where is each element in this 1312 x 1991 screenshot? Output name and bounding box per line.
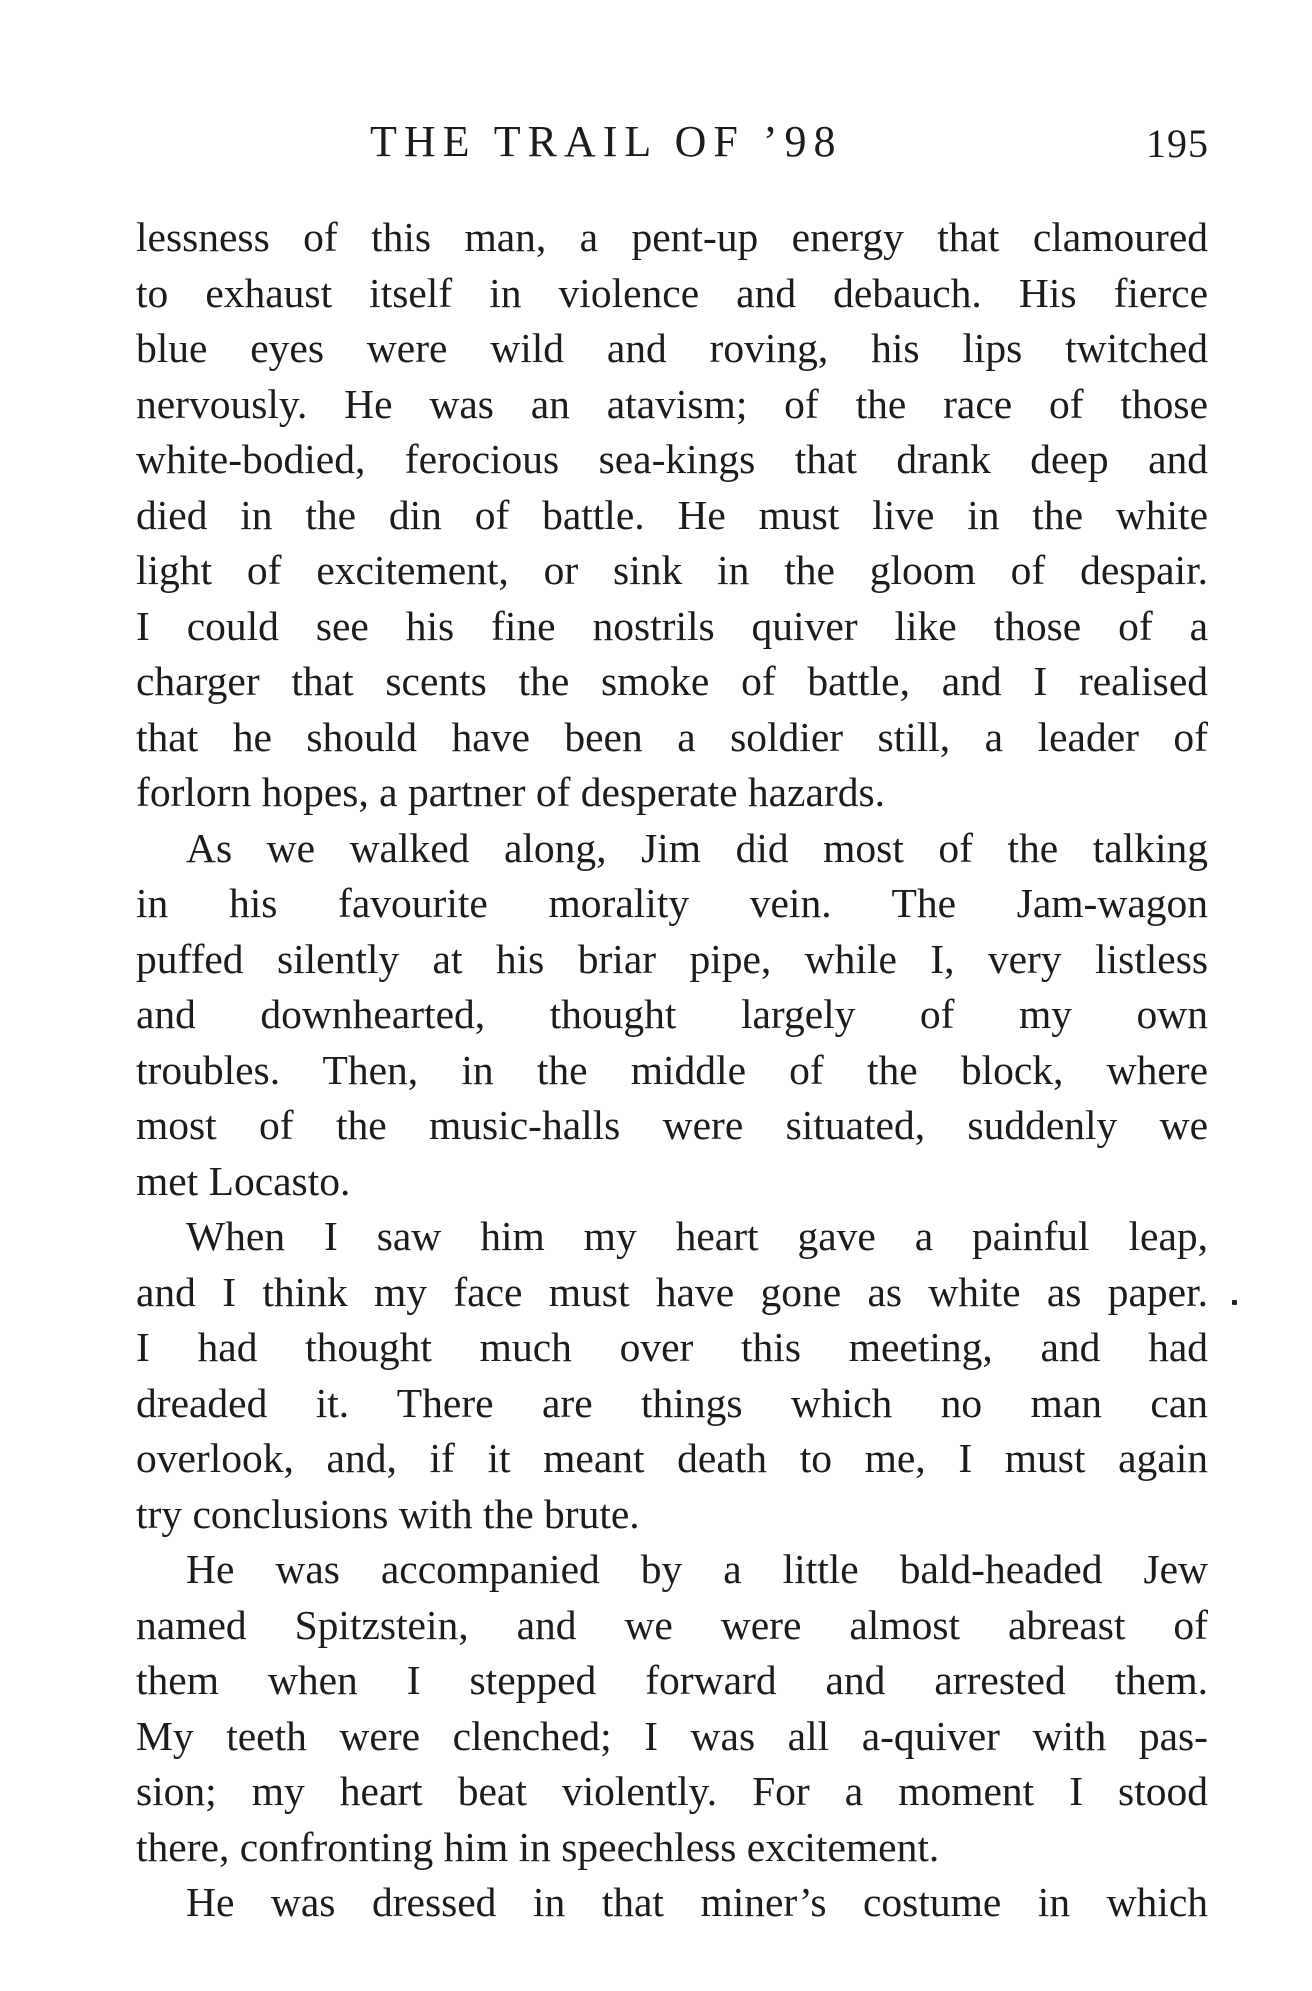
text-line: named Spitzstein, and we were almost abreast of [136,1601,1208,1648]
paragraph [136,1542,1208,1875]
page-number: 195 [1146,121,1209,166]
text-line: light of excitement, or sink in the gloom of despair. [136,547,1208,593]
text-line: My teeth were clenched; I was all a-quiver with pas- [136,1712,1208,1759]
text-line: that he should have been a soldier still, a leader of [136,713,1208,760]
print-speck [1232,1300,1237,1305]
text-line: He was dressed in that miner’s costume in which [186,1879,1208,1925]
text-line: there, confronting him in speechless excitement. [136,1823,940,1870]
text-line: them when I stepped forward and arrested them. [136,1657,1208,1703]
body-text [136,210,1208,1931]
text-line: troubles. Then, in the middle of the block, where [136,1046,1208,1093]
running-title: THE TRAIL OF ’98 [370,117,843,166]
text-line: overlook, and, if it meant death to me, I must again [136,1435,1208,1481]
paragraph [136,1875,1208,1931]
text-line: most of the music-halls were situated, suddenly we [136,1102,1208,1148]
text-line: As we walked along, Jim did most of the talking [186,824,1208,871]
paragraph [136,821,1208,1210]
text-line: in his favourite morality vein. The Jam-wagon [136,880,1208,926]
paragraph [136,210,1208,821]
text-line: to exhaust itself in violence and debauch. His fierce [136,269,1208,316]
text-line: lessness of this man, a pent-up energy that clamoured [136,214,1208,260]
text-line: He was accompanied by a little bald-headed Jew [186,1546,1208,1592]
text-line: When I saw him my heart gave a painful leap, [186,1213,1208,1259]
text-line: dreaded it. There are things which no man can [136,1379,1208,1426]
text-line: met Locasto. [136,1157,351,1204]
text-line: white-bodied, ferocious sea-kings that drank deep and [136,436,1208,482]
text-line: I had thought much over this meeting, and had [136,1324,1208,1370]
text-line: puffed silently at his briar pipe, while I, very listless [136,935,1208,982]
text-line: blue eyes were wild and roving, his lips twitched [136,325,1208,371]
text-line: charger that scents the smoke of battle, and I realised [136,658,1208,704]
running-head [0,112,1312,182]
text-line: try conclusions with the brute. [136,1490,640,1537]
text-line: sion; my heart beat violently. For a moment I stood [136,1768,1208,1814]
text-line: died in the din of battle. He must live in the white [136,491,1208,538]
paragraph [136,1209,1208,1542]
text-line: forlorn hopes, a partner of desperate hazards. [136,769,885,815]
text-line: and downhearted, thought largely of my own [136,991,1208,1037]
text-line: I could see his fine nostrils quiver like those of a [136,602,1208,649]
text-line: and I think my face must have gone as white as paper. [136,1268,1208,1315]
text-line: nervously. He was an atavism; of the race of those [136,380,1208,427]
